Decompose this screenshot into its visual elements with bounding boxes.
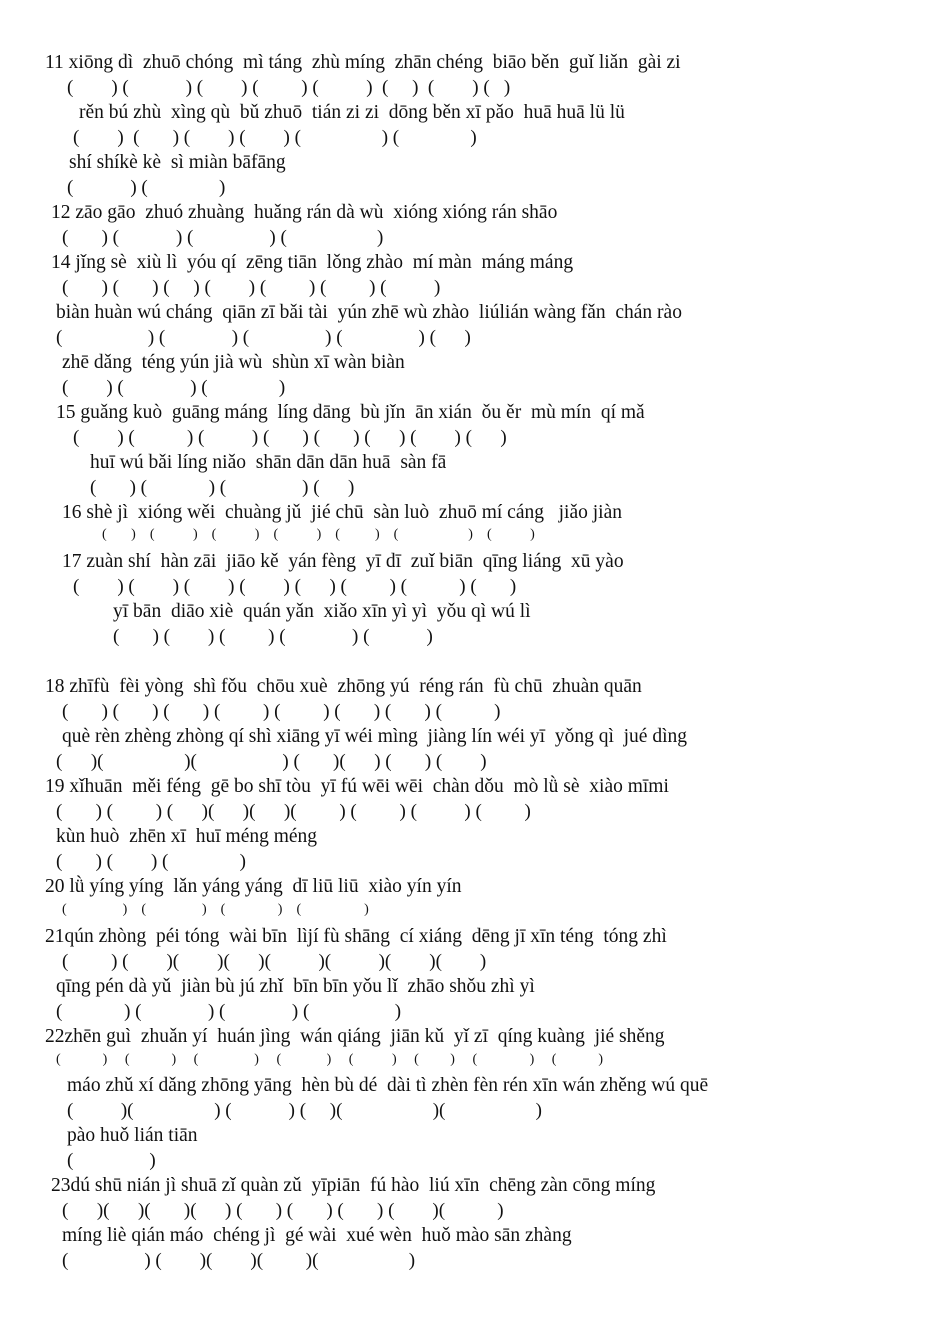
pinyin-line-14-3: zhē dǎng téng yún jià wù shùn xī wàn biàn [62,352,405,373]
pinyin-line-11-1: 11 xiōng dì zhuō chóng mì táng zhù míng zhān chéng biāo běn guǐ liǎn gài zi [45,52,681,73]
pinyin-line-23-2: míng liè qián máo chéng jì gé wài xué wèn huǒ mào sān zhàng [62,1225,572,1246]
answer-brackets-17-1: ( ) ( ) ( ) ( ) ( ) ( ) ( ) ( ) [73,576,517,597]
pinyin-line-11-2: rěn bú zhù xìng qù bǔ zhuō tián zi zi dōng běn xī pǎo huā huā lü lü [79,102,625,123]
answer-brackets-14-2: ( ) ( ) ( ) ( ) ( ) [56,327,471,348]
pinyin-line-15-2: huī wú bǎi líng niǎo shān dān dān huā sàn fā [90,452,447,473]
pinyin-line-18-1: 18 zhīfù fèi yòng shì fǒu chōu xuè zhōng yú réng rán fù chū zhuàn quān [45,676,642,697]
answer-brackets-11-3: ( ) ( ) [67,177,226,198]
answer-brackets-22-1: ( ) ( ) ( ) ( ) ( ) ( ) ( ) ( ) [56,1052,604,1067]
pinyin-line-21-1: 21qún zhòng péi tóng wài bīn lìjí fù shāng cí xiáng dēng jī xīn téng tóng zhì [45,926,667,947]
answer-brackets-15-2: ( ) ( ) ( ) ( ) [90,477,355,498]
pinyin-line-22-1: 22zhēn guì zhuǎn yí huán jìng wán qiáng jiān kǔ yǐ zī qíng kuàng jié shěng [45,1026,665,1047]
answer-brackets-16-1: ( ) ( ) ( ) ( ) ( ) ( ) ( ) [102,527,535,542]
pinyin-line-19-1: 19 xǐhuān měi féng gē bo shī tòu yī fú wēi wēi chàn dǒu mò lǜ sè xiào mīmi [45,776,669,797]
pinyin-line-20-1: 20 lǜ yíng yíng lǎn yáng yáng dī liū liū xiào yín yín [45,876,462,897]
answer-brackets-11-1: ( ) ( ) ( ) ( ) ( ) ( ) ( ) ( ) [67,77,511,98]
answer-brackets-17-2: ( ) ( ) ( ) ( ) ( ) [113,626,433,647]
pinyin-line-22-2: máo zhǔ xí dǎng zhōng yāng hèn bù dé dài tì zhèn fèn rén xīn wán zhěng wú quē [67,1075,709,1096]
answer-brackets-19-1: ( ) ( ) ( )( )( )( ) ( ) ( ) ( ) [56,801,531,822]
answer-brackets-18-1: ( ) ( ) ( ) ( ) ( ) ( ) ( ) ( ) [62,701,501,722]
pinyin-line-14-1: 14 jǐng sè xiù lì yóu qí zēng tiān lǒng zhào mí màn máng máng [51,252,574,273]
answer-brackets-14-3: ( ) ( ) ( ) [62,377,286,398]
answer-brackets-23-1: ( )( )( )( ) ( ) ( ) ( ) ( )( ) [62,1200,504,1221]
answer-brackets-22-3: ( ) [67,1150,156,1171]
pinyin-line-16-1: 16 shè jì xióng wěi chuàng jǔ jié chū sàn luò zhuō mí cáng jiǎo jiàn [62,502,622,523]
answer-brackets-11-2: ( ) ( ) ( ) ( ) ( ) ( ) [73,127,477,148]
answer-brackets-15-1: ( ) ( ) ( ) ( ) ( ) ( ) ( ) ( ) [73,427,507,448]
answer-brackets-21-2: ( ) ( ) ( ) ( ) [56,1001,402,1022]
pinyin-line-17-1: 17 zuàn shí hàn zāi jiāo kě yán fèng yī dī zuǐ biān qīng liáng xū yào [62,551,624,572]
answer-brackets-14-1: ( ) ( ) ( ) ( ) ( ) ( ) ( ) [62,277,441,298]
pinyin-line-22-3: pào huǒ lián tiān [67,1125,198,1146]
answer-brackets-21-1: ( ) ( )( )( )( )( )( )( ) [62,951,487,972]
pinyin-line-19-2: kùn huò zhēn xī huī méng méng [56,826,318,847]
pinyin-line-15-1: 15 guǎng kuò guāng máng líng dāng bù jǐn ān xián ǒu ěr mù mín qí mǎ [56,402,645,423]
pinyin-line-12-1: 12 zāo gāo zhuó zhuàng huǎng rán dà wù xióng xióng rán shāo [51,202,558,223]
pinyin-line-14-2: biàn huàn wú cháng qiān zī bǎi tài yún zhē wù zhào liúlián wàng fǎn chán rào [56,302,682,323]
pinyin-line-18-2: què rèn zhèng zhòng qí shì xiāng yī wéi mìng jiàng lín wéi yī yǒng qì jué dìng [62,726,687,747]
answer-brackets-23-2: ( ) ( )( )( )( ) [62,1250,416,1271]
answer-brackets-20-1: ( ) ( ) ( ) ( ) [62,902,369,917]
pinyin-line-11-3: shí shíkè kè sì miàn bāfāng [69,152,286,173]
answer-brackets-12-1: ( ) ( ) ( ) ( ) [62,227,384,248]
answer-brackets-19-2: ( ) ( ) ( ) [56,851,246,872]
answer-brackets-22-2: ( )( ) ( ) ( )( )( ) [67,1100,542,1121]
pinyin-line-23-1: 23dú shū nián jì shuā zǐ quàn zǔ yīpiān fú hào liú xīn chēng zàn cōng míng [51,1175,656,1196]
pinyin-line-17-2: yī bān diāo xiè quán yǎn xiǎo xīn yì yì yǒu qì wú lì [113,601,531,622]
pinyin-line-21-2: qīng pén dà yǔ jiàn bù jú zhǐ bīn bīn yǒu lǐ zhāo shǒu zhì yì [56,976,535,997]
answer-brackets-18-2: ( )( )( ) ( )( ) ( ) ( ) [56,751,487,772]
